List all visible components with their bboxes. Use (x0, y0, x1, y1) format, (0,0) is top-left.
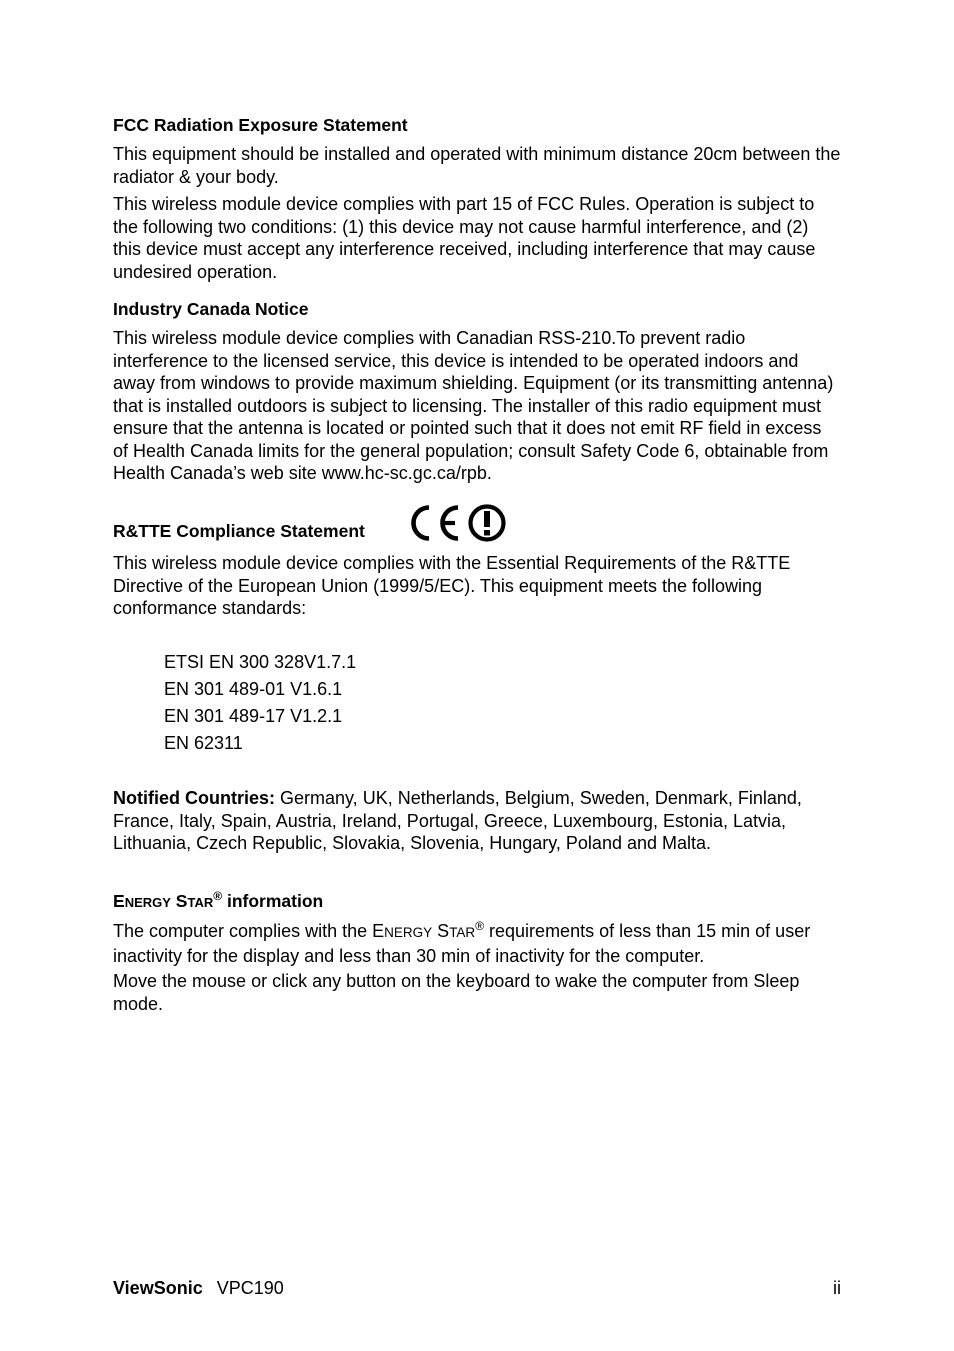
ce-alert-mark-icon (407, 501, 507, 545)
fcc-paragraph-2: This wireless module device complies with part 15 of FCC Rules. Operation is subject to the following two conditions: (1) this device may not cause harmful interference, and (2) this device must accept any interference received, including interference that may cause undesired operation. (113, 194, 816, 282)
page-number: ii (833, 1278, 841, 1298)
page-footer (113, 1277, 841, 1299)
standard-item: EN 301 489-01 V1.6.1 (164, 679, 343, 699)
notified-countries (113, 787, 841, 855)
standard-item: EN 62311 (164, 733, 243, 753)
fcc-heading: FCC Radiation Exposure Statement (113, 115, 408, 135)
notified-countries-list: Germany, UK, Netherlands, Belgium, Sweden, Denmark, Finland, France, Italy, Spain, Austria, Ireland, Portugal, Greece, Luxembourg, Estonia, Latvia, Lithuania, Czech Republic, Slovakia, Slovenia, Hungary, Poland and Malta. (113, 788, 802, 853)
notified-countries-label: Notified Countries: (113, 788, 275, 808)
footer-brand: ViewSonic (113, 1278, 203, 1298)
standard-item: ETSI EN 300 328V1.7.1 (164, 652, 357, 672)
rtte-paragraph: This wireless module device complies with the Essential Requirements of the R&TTE Directive of the European Union (1999/5/EC). This equipment meets the following conformance standards: (113, 553, 791, 618)
rtte-heading: R&TTE Compliance Statement (113, 521, 365, 541)
industry-canada-paragraph: This wireless module device complies with Canadian RSS-210.To prevent radio interference to the licensed service, this device is intended to be operated indoors and away from windows to provide maximum shielding. Equipment (or its transmitting antenna) that is installed outdoors is subject to licensing. The installer of this radio equipment must ensure that the antenna is located or pointed such that it does not emit RF field in excess of Health Canada limits for the general population; consult Safety Code 6, obtainable from Health Canada’s web site www.hc-sc.gc.ca/rpb. (113, 328, 834, 483)
standard-item: EN 301 489-17 V1.2.1 (164, 706, 343, 726)
energy-star-paragraph-1: The computer complies with the ENERGY STAR® requirements of less than 15 min of user inactivity for the display and less than 30 min of inactivity for the computer. (113, 919, 811, 966)
registered-mark: ® (213, 889, 223, 903)
energy-star-paragraph-2: Move the mouse or click any button on the keyboard to wake the computer from Sleep mode. (113, 971, 800, 1014)
fcc-paragraph-1: This equipment should be installed and operated with minimum distance 20cm between the radiator & your body. (113, 144, 841, 187)
footer-model: VPC190 (216, 1278, 284, 1298)
industry-canada-heading: Industry Canada Notice (113, 299, 309, 319)
energy-star-heading: ENERGY STAR® information (113, 889, 324, 911)
